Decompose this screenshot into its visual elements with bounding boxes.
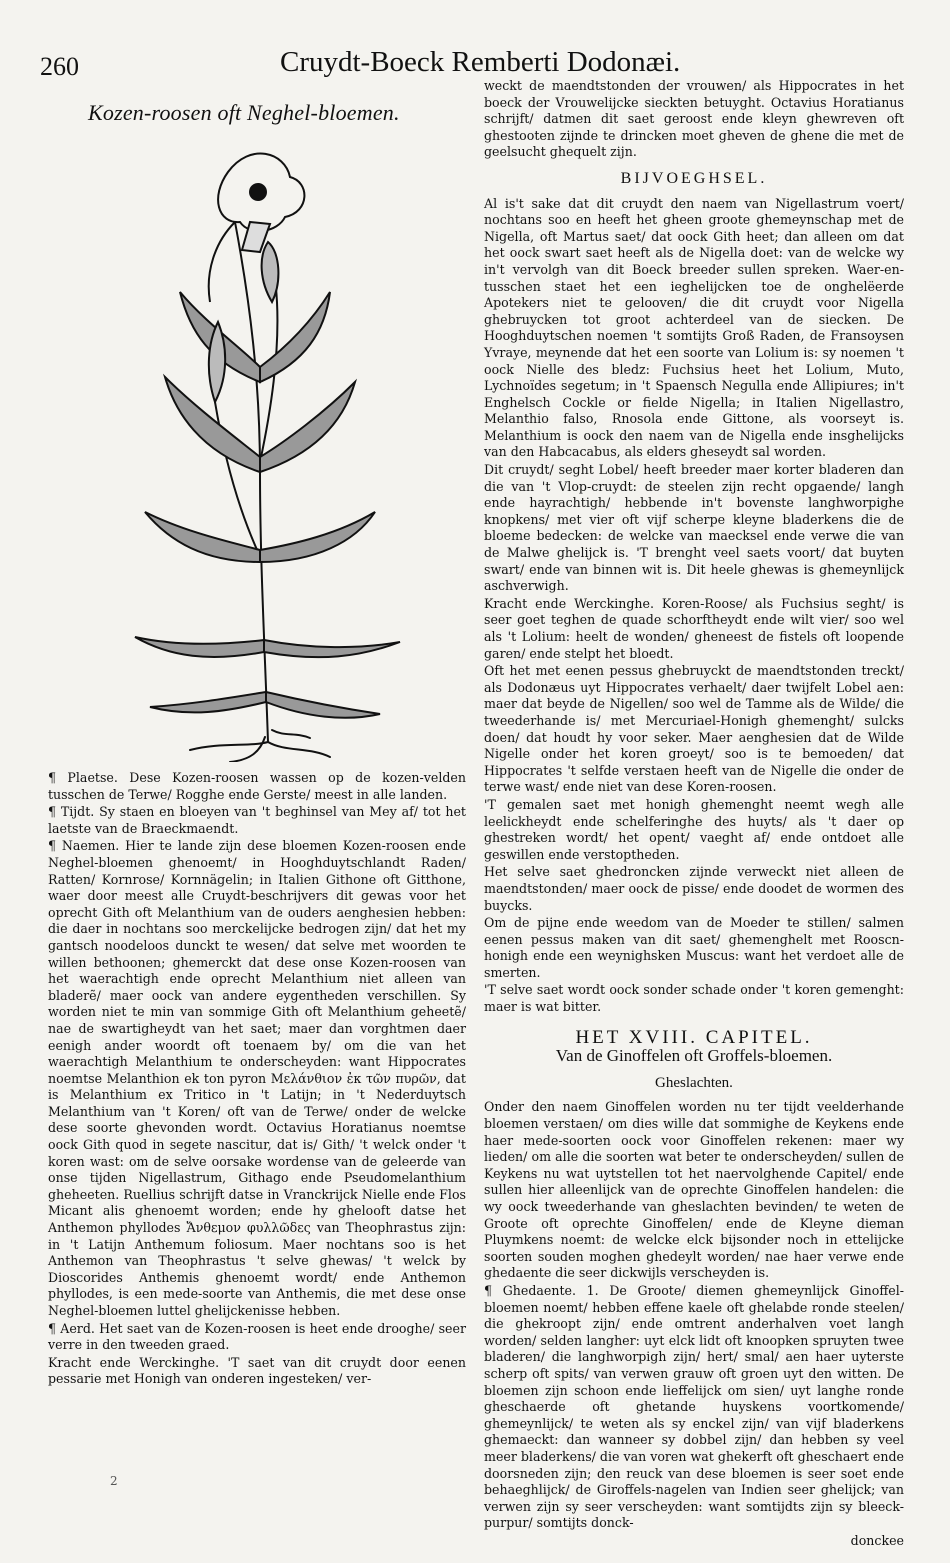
right-text-column (484, 78, 904, 1550)
paragraph: weckt de maendtstonden der vrouwen/ als Hippocrates in het boeck der Vrouwelijcke sieckten betuyght. Octavius Horatianus schrijft/ datmen dit saet geroost ende kleyn ghewreven oft ghestooten zijnde te drincken moet gheven de ghene die met de geelsucht ghequelt zijn. (484, 78, 904, 160)
section-heading: BIJVOEGHSEL. (620, 169, 768, 187)
paragraph: ¶ Aerd. Het saet van de Kozen-roosen is heet ende drooghe/ seer verre in den tweeden graed. (48, 1320, 466, 1353)
figure-title: Kozen-roosen oft Neghel-bloemen. (88, 100, 400, 125)
chapter-title: Van de Ginoffelen oft Groffels-bloemen. (555, 1046, 833, 1066)
left-text-column (48, 770, 466, 1389)
paragraph: ¶ Tijdt. Sy staen en bloeyen van 't beghinsel van Mey af/ tot het laetste van de Braeckmaendt. (48, 804, 466, 836)
paragraph: Kracht ende Werckinghe. 'T saet van dit cruydt door eenen pessarie met Honigh van onderen ingesteken/ ver- (48, 1354, 466, 1387)
catchword: donckee (850, 1532, 904, 1548)
chapter-heading: HET XVIII. CAPITEL. (575, 1026, 813, 1048)
paragraph: Om de pijne ende weedom van de Moeder te stillen/ salmen eenen pessus maken van dit saet/ ghemenghelt met Rooscn-honigh ende een weynighsken Muscus: want het verdoet alle de smerten. (484, 915, 904, 980)
paragraph: 'T gemalen saet met honigh ghemenght neemt wegh alle leelickheydt ende schelferinghe des huyts/ als 't daer op ghestreken wordt/ het opent/ vaeght af/ ende ontdoet alle geswillen ende verstoptheden. (484, 796, 904, 862)
paragraph: Al is't sake dat dit cruydt den naem van Nigellastrum voert/ nochtans soo en heeft het gheen groote ghemeynschap met de Nigella, oft Martus saet/ dat oock Gith heet; dan alleen om dat het oock swart saet heeft als de Nigella doet: van de welcke wy in't vervolgh van dit Boeck breeder sullen spreken. Waer-en-tusschen staet het een ieghelijcken toe de onghelëerde Apotekers niet te gelooven/ die dit cruydt voor Nigella ghebruycken tot groot achterdeel van de siecken. De Hooghduytschen noemen 't somtijts Groß Raden, de Fransoysen Yvraye, meynende dat het een soorte van Lolium is: sy noemen 't oock Nielle des bledz: Fuchsius heet het Lolium, Muto, Lychnoïdes segetum; in 't Spaensch Negulla ende Allipiures; in't Enghelsch Cockle or fielde Nigella; in Italien Nigellastro, Melanthio falso, Rnosola ende Gittone, als voorseyt is. Melanthium is oock den naem van de Nigella ende insghelijcks van den Habcacabus, als elders gheseydt sal worden. (484, 195, 904, 460)
paragraph: ¶ Plaetse. Dese Kozen-roosen wassen op de kozen-velden tusschen de Terwe/ Rogghe ende Gerste/ meest in alle landen. (48, 770, 466, 802)
paragraph: ¶ Ghedaente. 1. De Groote/ diemen ghemeynlijck Ginoffel-bloemen noemt/ hebben effene kaele oft ghelabde ronde steelen/ die ghekroopt zijn/ ende omtrent anderhalven voet langh worden/ selden langher: uyt elck lidt oft knoopken spruyten twee bladeren/ die langhworpigh zijn/ hert/ smal/ aen haer uyterste scherp oft spits/ van verwen grauw oft groen uyt den witten. De bloemen zijn schoon ende lieffelijck om sien/ uyt langhe ronde gheschaerde oft ghetande huyskens voortkomende/ ghemeynlijck/ te weten als sy enckel zijn/ van vijf bladerkens ghemaeckt: dan wanneer sy dobbel zijn/ dan hebben sy veel meer bladerkens/ die van voren wat ghekerft oft gheschaert ende doorsneden zijn; den reuck van dese bloemen is seer soet ende behaeghlijck/ de Giroffels-nagelen van Indien seer ghelijck; van verwen zijn sy seer verscheyden: want somtijdts zijn sy bleeck-purpur/ somtijts donck- (484, 1282, 904, 1531)
paragraph: Onder den naem Ginoffelen worden nu ter tijdt veelderhande bloemen verstaen/ om dies wille dat sommighe de Keykens ende haer mede-soorten oock voor Ginoffelen rekenen: maer wy lieden/ om alle die soorten wat beter te onderscheyden/ sullen de Keykens nu wat uytstellen tot het naervolghende Capitel/ ende sullen hier alleenlijck van de oprechte Ginoffelen handelen: die wy oock tweederhande van gheslachten bevinden/ te weten de Groote oft oprechte Ginoffelen/ ende de Kleyne dieman Pluymkens noemt: de welcke elck bijsonder noch in ettelijcke soorten souden moghen ghedeylt worden/ nae haer verwe ende ghedaente die seer dickwijls verscheyden is. (484, 1099, 904, 1281)
paragraph: Dit cruydt/ seght Lobel/ heeft breeder maer korter bladeren dan die van 't Vlop-cruydt: de steelen zijn recht opgaende/ langh ende hayrachtigh/ hebbende in't bovenste langhworpighe knopkens/ met vier oft vijf scherpe kleyne bladerkens die de bloeme bedecken: de welcke van maecksel ende verwe die van de Malwe ghelijck is. 'T brenght veel saets voort/ dat buyten swart/ ende van binnen wit is. Dit heele ghewas is ghemeynlijck aschverwigh. (484, 462, 904, 594)
paragraph: Het selve saet ghedroncken zijnde verweckt niet alleen de maendtstonden/ maer oock de pisse/ ende doodet de wormen des buycks. (484, 864, 904, 913)
paragraph: Oft het met eenen pessus ghebruyckt de maendtstonden treckt/ als Dodonæus uyt Hippocrates verhaelt/ daer twijfelt Lobel aen: maer dat beyde de Nigellen/ soo wel de Tamme als de Wilde/ die tweederhande is/ met Mercuriael-Honigh ghemenght/ sulcks doen/ dat houdt hy voor seker. Maer aenghesien dat de Wilde Nigelle onder het koren groeyt/ soo is te bemoeden/ dat Hippocrates 't selfde verstaen heeft van de Nigelle die onder de terwe wast/ ende niet van dese Koren-roosen. (484, 663, 904, 795)
page-number: 260 (40, 52, 79, 81)
corncockle-plant-woodcut-icon (110, 132, 410, 762)
paragraph: Kracht ende Werckinghe. Koren-Roose/ als Fuchsius seght/ is seer goet teghen de quade schorftheydt ende wilt vier/ soo wel als 't Lolium: heelt de wonden/ gheneest de fistels oft loopende garen/ ende stelpt het bloedt. (484, 595, 904, 661)
paragraph: ¶ Naemen. Hier te lande zijn dese bloemen Kozen-roosen ende Neghel-bloemen ghenoemt/ in Hooghduytschlandt Raden/ Ratten/ Kornrose/ Kornnägelin; in Italien Githone oft Gitthone, waer door meest alle Cruydt-beschrijvers dit gewas voor het oprecht Gith oft Melanthium van de ouders aenghesien hebben: die daer in nochtans soo merckelijcke bedrogen zijn/ dat het my gantsch noodeloos dunckt te wesen/ dat selve met woorden te willen bethoonen; ghemerckt dat dese onse Kozen-roosen van het waerachtigh ende oprecht Melanthium niet alleen van bladerẽ/ maer oock van andere eygentheden verschillen. Sy worden niet te min van sommige Gith oft Melanthium geheetẽ/ nae de swartigheydt van het saet; maer dan vorghtmen daer eenigh ander woordt oft toenaem by/ om die van het waerachtigh Melanthium te onderscheyden: want Hippocrates noemtse Melanthion ek ton pyron Μελάνθιον ἐκ τῶν πυρῶν, dat is Melanthium ex Tritico in 't Latijn; in 't Nederduytsch Melanthium van 't Koren/ oft van de Terwe/ onder de welcke dese soorte ghevonden wordt. Octavius Horatianus noemtse oock Gith quod in segete nascitur, dat is/ Gith/ 't welck onder 't koren wast: om de selve oorsake wordense van de geleerde van onse tijden Nigellastrum, Githago ende Pseudomelanthium gheheeten. Ruellius schrijft datse in Vranckrijck Nielle ende Flos Micant alis ghenoemt worden; ende hy ghelooft datse het Anthemon phyllodes Ἄνθεμον φυλλῶδες van Theophrastus zijn: in 't Latijn Anthemum foliosum. Maer nochtans soo is het Anthemon van Theophrastus 't selve ghewas/ 't welck by Dioscorides Anthemis ghenoemt wordt/ ende Anthemon phyllodes, is een mede-soorte van Anthemis, die met dese onse Neghel-bloemen luttel ghelijckenisse hebben. (48, 838, 466, 1318)
paragraph: 'T selve saet wordt oock sonder schade onder 't koren gemenght: maer is wat bitter. (484, 982, 904, 1015)
signature-mark: 2 (110, 1474, 118, 1488)
running-title: Cruydt-Boeck Remberti Dodonæi. (280, 46, 681, 78)
subheading: Gheslachten. (655, 1074, 733, 1091)
